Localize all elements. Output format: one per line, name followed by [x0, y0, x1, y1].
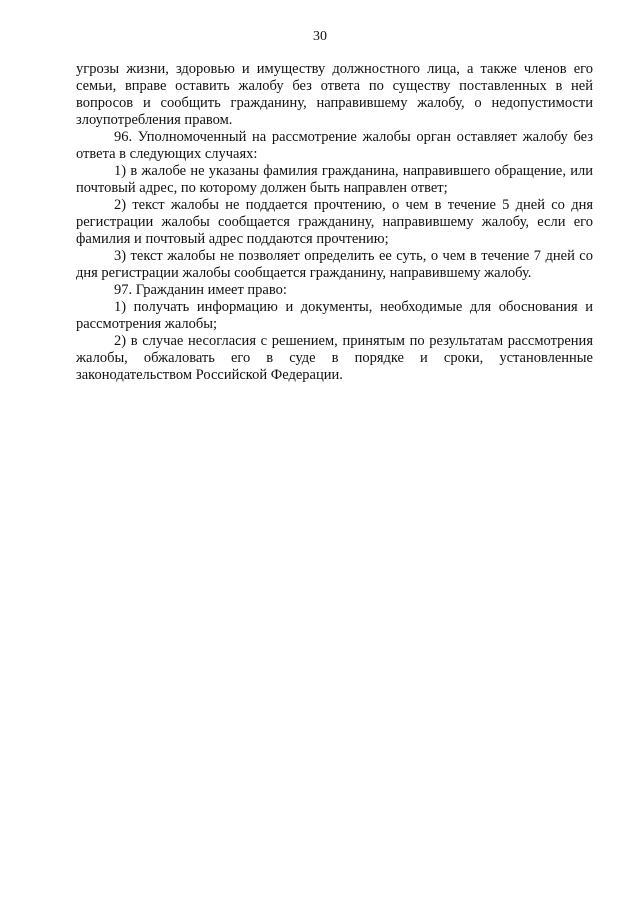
paragraph-continuation: угрозы жизни, здоровью и имуществу должностного лица, а также членов его семьи, вправе оставить жалобу без ответа по существу поставленных в ней вопросов и сообщить гражданину, направившему жалобу, о недопустимости злоупотребления правом.: [76, 61, 593, 128]
document-body: [76, 61, 593, 384]
paragraph-96-subitem-2: 2) текст жалобы не поддается прочтению, о чем в течение 5 дней со дня регистрации жалобы сообщается гражданину, направившему жалобу, если его фамилия и почтовый адрес поддаются прочтению;: [76, 197, 593, 247]
page-number: 30: [313, 29, 327, 44]
paragraph-97-subitem-2: 2) в случае несогласия с решением, принятым по результатам рассмотрения жалобы, обжаловать его в суде в порядке и сроки, установленные законодательством Российской Федерации.: [76, 333, 593, 383]
paragraph-item-96: 96. Уполномоченный на рассмотрение жалобы орган оставляет жалобу без ответа в следующих случаях:: [76, 129, 593, 162]
paragraph-item-97: 97. Гражданин имеет право:: [114, 282, 287, 298]
paragraph-96-subitem-1: 1) в жалобе не указаны фамилия гражданина, направившего обращение, или почтовый адрес, по которому должен быть направлен ответ;: [76, 163, 593, 196]
paragraph-97-subitem-1: 1) получать информацию и документы, необходимые для обоснования и рассмотрения жалобы;: [76, 299, 593, 332]
paragraph-96-subitem-3: 3) текст жалобы не позволяет определить ее суть, о чем в течение 7 дней со дня регистрации жалобы сообщается гражданину, направившему жалобу.: [76, 248, 593, 281]
